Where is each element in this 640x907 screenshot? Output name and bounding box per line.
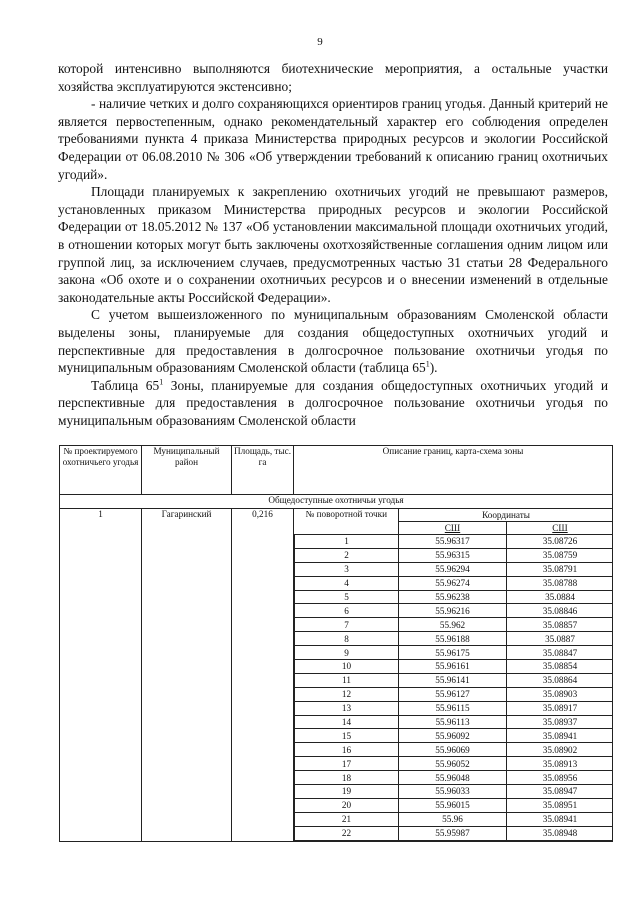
coords-header: Координаты (399, 509, 613, 522)
coords-row (295, 715, 613, 729)
point-number: 1 (295, 535, 399, 549)
header-district: Муниципальный район (142, 446, 232, 495)
coords-row (295, 632, 613, 646)
point-number: 17 (295, 757, 399, 771)
longitude-value: 35.08913 (507, 757, 613, 771)
paragraph-4-text: С учетом вышеизложенного по муниципальным образованиям Смоленской области выделены зоны, планируемые для создания общедоступных охотничьих угодий и перспективные для предоставления в долгосрочное пользование охотничьи угодья по муниципальным образованиям Смоленской области (таблица 65 (58, 307, 608, 376)
longitude-value: 35.08956 (507, 771, 613, 785)
point-number: 3 (295, 562, 399, 576)
coords-row (295, 660, 613, 674)
coords-row (295, 785, 613, 799)
longitude-value: 35.08788 (507, 576, 613, 590)
coords-row (295, 826, 613, 840)
longitude-value: 35.08941 (507, 729, 613, 743)
longitude-value: 35.08917 (507, 701, 613, 715)
table-row (60, 509, 613, 842)
row-num: 1 (60, 509, 142, 842)
coords-row (295, 743, 613, 757)
point-number: 2 (295, 548, 399, 562)
coords-row (295, 604, 613, 618)
coords-header-row (295, 509, 613, 522)
latitude-value: 55.96274 (399, 576, 507, 590)
point-number: 22 (295, 826, 399, 840)
point-number: 9 (295, 646, 399, 660)
latitude-value: 55.96127 (399, 687, 507, 701)
coords-row (295, 687, 613, 701)
latitude-value: 55.962 (399, 618, 507, 632)
latitude-value: 55.96317 (399, 535, 507, 549)
longitude-value: 35.0884 (507, 590, 613, 604)
point-number: 21 (295, 812, 399, 826)
longitude-value: 35.08857 (507, 618, 613, 632)
longitude-value: 35.0887 (507, 632, 613, 646)
coords-cell (294, 509, 613, 842)
longitude-value: 35.08726 (507, 535, 613, 549)
point-number: 4 (295, 576, 399, 590)
latitude-value: 55.96294 (399, 562, 507, 576)
latitude-value: 55.96015 (399, 798, 507, 812)
point-number: 20 (295, 798, 399, 812)
coords-row (295, 757, 613, 771)
row-district: Гагаринский (142, 509, 232, 842)
zones-table (59, 445, 613, 842)
paragraph-2: - наличие четких и долго сохраняющихся ориентиров границ угодья. Данный критерий не является первостепенным, однако рекомендательный характер его соблюдения определен требованиями пункта 4 приказа Министерства природных ресурсов и экологии Российской Федерации от 06.08.2010 № 306 «Об утверждении требований к описанию границ охотничьих угодий». (58, 96, 608, 182)
point-number: 5 (295, 590, 399, 604)
latitude-value: 55.96069 (399, 743, 507, 757)
longitude-value: 35.08948 (507, 826, 613, 840)
point-number: 10 (295, 660, 399, 674)
latitude-value: 55.96048 (399, 771, 507, 785)
latitude-value: 55.96161 (399, 660, 507, 674)
document-body (58, 60, 608, 429)
longitude-value: 35.08937 (507, 715, 613, 729)
latitude-value: 55.96033 (399, 785, 507, 799)
coords-row (295, 618, 613, 632)
header-area: Площадь, тыс. га (232, 446, 294, 495)
longitude-value: 35.08846 (507, 604, 613, 618)
coords-row (295, 729, 613, 743)
longitude-value: 35.08903 (507, 687, 613, 701)
table-header-row (60, 446, 613, 495)
coords-body (295, 535, 613, 841)
longitude-value: 35.08941 (507, 812, 613, 826)
caption-sup: 1 (159, 377, 164, 387)
point-number: 14 (295, 715, 399, 729)
point-number: 18 (295, 771, 399, 785)
table-caption (58, 377, 608, 430)
point-number: 7 (295, 618, 399, 632)
coords-row (295, 771, 613, 785)
point-number: 11 (295, 673, 399, 687)
section-title: Общедоступные охотничьи угодья (60, 495, 613, 509)
paragraph-4-sup: 1 (425, 359, 430, 369)
point-number: 12 (295, 687, 399, 701)
latitude-value: 55.96141 (399, 673, 507, 687)
longitude-value: 35.08902 (507, 743, 613, 757)
section-row (60, 495, 613, 509)
latitude-value: 55.96115 (399, 701, 507, 715)
coords-row (295, 535, 613, 549)
coords-row (295, 576, 613, 590)
paragraph-3: Площади планируемых к закреплению охотничьих угодий не превышают размеров, установленных приказом Министерства природных ресурсов и экологии Российской Федерации от 18.05.2012 № 137 «Об установлении максимальной площади охотничьих угодий, в отношении которых могут быть заключены охотхозяйственные соглашения одним лицом или группой лиц, за исключением случаев, предусмотренных частью 31 статьи 28 Федерального закона «Об охоте и о сохранении охотничьих ресурсов и о внесении изменений в отдельные законодательные акты Российской Федерации». (58, 184, 608, 305)
latitude-value: 55.96175 (399, 646, 507, 660)
latitude-header: СШ (399, 522, 507, 535)
point-number: 16 (295, 743, 399, 757)
latitude-value: 55.96052 (399, 757, 507, 771)
paragraph-4 (58, 306, 608, 376)
latitude-value: 55.96092 (399, 729, 507, 743)
coords-row (295, 646, 613, 660)
latitude-value: 55.96216 (399, 604, 507, 618)
point-number: 19 (295, 785, 399, 799)
coords-row (295, 590, 613, 604)
longitude-header: СШ (507, 522, 613, 535)
latitude-value: 55.96188 (399, 632, 507, 646)
latitude-value: 55.96315 (399, 548, 507, 562)
header-num: № проектируемого охотничьего угодья (60, 446, 142, 495)
page-number: 9 (317, 36, 323, 48)
longitude-value: 35.08791 (507, 562, 613, 576)
coords-row (295, 673, 613, 687)
point-number-header: № поворотной точки (295, 509, 399, 535)
header-description: Описание границ, карта-схема зоны (294, 446, 613, 495)
coords-row (295, 798, 613, 812)
point-number: 15 (295, 729, 399, 743)
longitude-value: 35.08864 (507, 673, 613, 687)
longitude-value: 35.08947 (507, 785, 613, 799)
latitude-value: 55.96238 (399, 590, 507, 604)
latitude-value: 55.96113 (399, 715, 507, 729)
paragraph-1: которой интенсивно выполняются биотехнические мероприятия, а остальные участки хозяйства эксплуатируются экстенсивно; (58, 61, 608, 94)
point-number: 6 (295, 604, 399, 618)
longitude-value: 35.08951 (507, 798, 613, 812)
coords-row (295, 562, 613, 576)
coords-table (294, 509, 613, 841)
latitude-value: 55.95987 (399, 826, 507, 840)
latitude-value: 55.96 (399, 812, 507, 826)
longitude-value: 35.08854 (507, 660, 613, 674)
coords-row (295, 812, 613, 826)
coords-row (295, 548, 613, 562)
longitude-value: 35.08759 (507, 548, 613, 562)
paragraph-4-end: ). (429, 360, 438, 376)
caption-label: Таблица 65 (91, 377, 160, 393)
caption-text: Зоны, планируемые для создания общедоступных охотничьих угодий и перспективные для предоставления в долгосрочное пользование охотничьи угодья по муниципальным образованиям Смоленской области (58, 377, 609, 428)
coords-row (295, 701, 613, 715)
point-number: 8 (295, 632, 399, 646)
row-area: 0,216 (232, 509, 294, 842)
point-number: 13 (295, 701, 399, 715)
longitude-value: 35.08847 (507, 646, 613, 660)
